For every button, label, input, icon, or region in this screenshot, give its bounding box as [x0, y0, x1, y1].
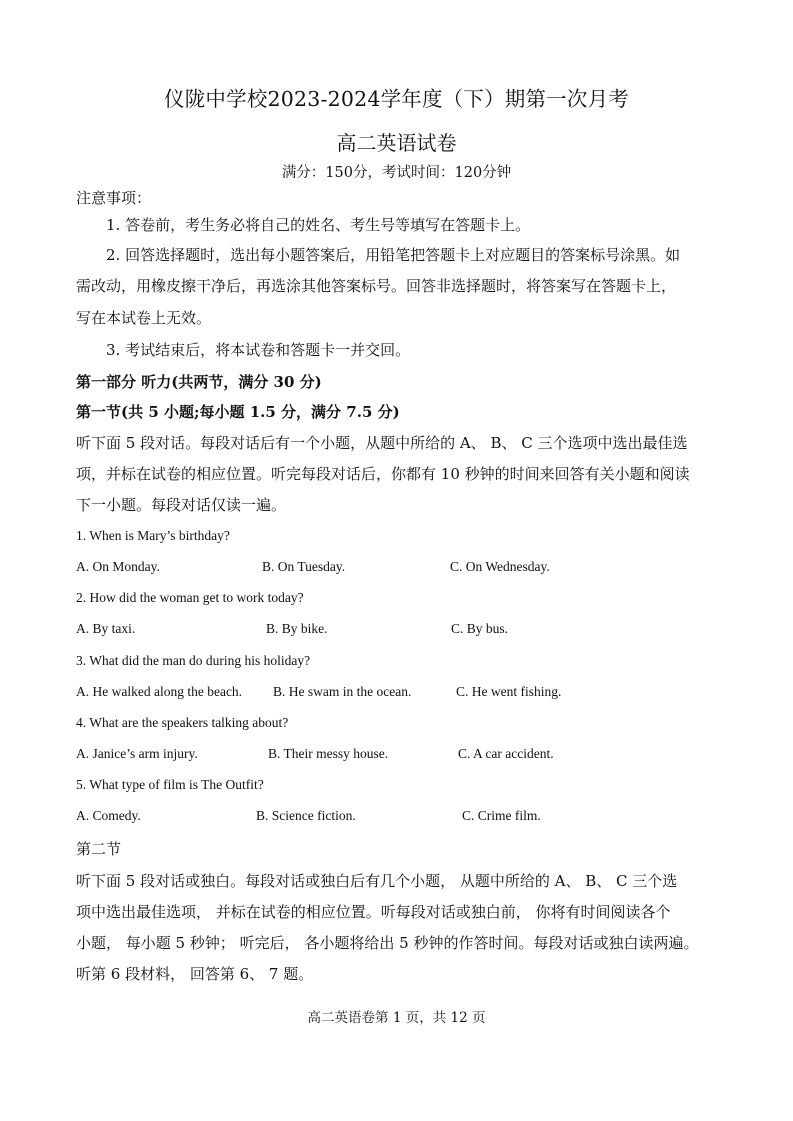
- part-1-heading: 第一部分 听力(共两节，满分 30 分): [76, 373, 322, 391]
- section-1-heading: 第一节(共 5 小题;每小题 1.5 分，满分 7.5 分): [76, 403, 400, 421]
- question-3-option-a: A. He walked along the beach.: [76, 684, 243, 699]
- section-1-instructions-line-3: 下一小题。每段对话仅读一遍。: [76, 496, 287, 514]
- notice-item-2-line-2: 需改动，用橡皮擦干净后，再选涂其他答案标号。回答非选择题时，将答案写在答题卡上，: [76, 277, 677, 295]
- question-5-option-a: A. Comedy.: [76, 808, 141, 823]
- section-1-instructions-line-1: 听下面 5 段对话。每段对话后有一个小题，从题中所给的 A、 B、 C 三个选项中选出最佳选: [76, 434, 688, 452]
- question-3-option-b: B. He swam in the ocean.: [273, 684, 412, 699]
- notice-item-2-line-3: 写在本试卷上无效。: [76, 309, 212, 327]
- question-5-option-b: B. Science fiction.: [256, 808, 356, 823]
- question-1-text: 1. When is Mary’s birthday?: [76, 528, 230, 543]
- section-2-instructions-line-3: 小题， 每小题 5 秒钟； 听完后， 各小题将给出 5 秒钟的作答时间。每段对话或独白读两遍。: [76, 934, 699, 952]
- notice-heading: 注意事项：: [76, 189, 152, 207]
- question-3-option-c: C. He went fishing.: [456, 684, 562, 699]
- exam-subtitle: 高二英语试卷: [336, 131, 457, 155]
- question-4-option-c: C. A car accident.: [458, 746, 554, 761]
- notice-item-1: 1. 答卷前，考生务必将自己的姓名、考生号等填写在答题卡上。: [106, 216, 531, 234]
- question-1-option-c: C. On Wednesday.: [450, 559, 550, 574]
- question-4-option-a: A. Janice’s arm injury.: [76, 746, 198, 761]
- question-2-option-a: A. By taxi.: [76, 621, 136, 636]
- question-2-option-c: C. By bus.: [451, 621, 509, 636]
- section-1-instructions-line-2: 项，并标在试卷的相应位置。听完每段对话后，你都有 10 秒钟的时间来回答有关小题和阅读: [76, 465, 690, 483]
- question-2-option-b: B. By bike.: [266, 621, 328, 636]
- exam-title: 仪陇中学校2023-2024学年度（下）期第一次月考: [164, 87, 629, 111]
- question-2-text: 2. How did the woman get to work today?: [76, 590, 304, 605]
- question-4-option-b: B. Their messy house.: [268, 746, 389, 761]
- question-1-option-a: A. On Monday.: [76, 559, 160, 574]
- notice-item-2-line-1: 2. 回答选择题时，选出每小题答案后，用铅笔把答题卡上对应题目的答案标号涂黑。如: [106, 246, 681, 264]
- question-5-text: 5. What type of film is The Outfit?: [76, 777, 264, 792]
- question-4-text: 4. What are the speakers talking about?: [76, 715, 289, 730]
- score-info: 满分：150分，考试时间：120分钟: [281, 165, 512, 181]
- page-footer: 高二英语卷第 1 页，共 12 页: [307, 1010, 486, 1026]
- question-5-option-c: C. Crime film.: [462, 808, 541, 823]
- question-1-option-b: B. On Tuesday.: [262, 559, 346, 574]
- section-2-instructions-line-2: 项中选出最佳选项， 并标在试卷的相应位置。听每段对话或独白前， 你将有时间阅读各个: [76, 903, 671, 921]
- section-2-instructions-line-1: 听下面 5 段对话或独白。每段对话或独白后有几个小题， 从题中所给的 A、 B、 C 三个选: [76, 872, 678, 890]
- section-2-heading: 第二节: [76, 840, 122, 858]
- question-3-text: 3. What did the man do during his holiday?: [76, 653, 311, 668]
- section-2-instructions-line-4: 听第 6 段材料， 回答第 6、 7 题。: [76, 965, 314, 983]
- notice-item-3: 3. 考试结束后，将本试卷和答题卡一并交回。: [106, 341, 411, 359]
